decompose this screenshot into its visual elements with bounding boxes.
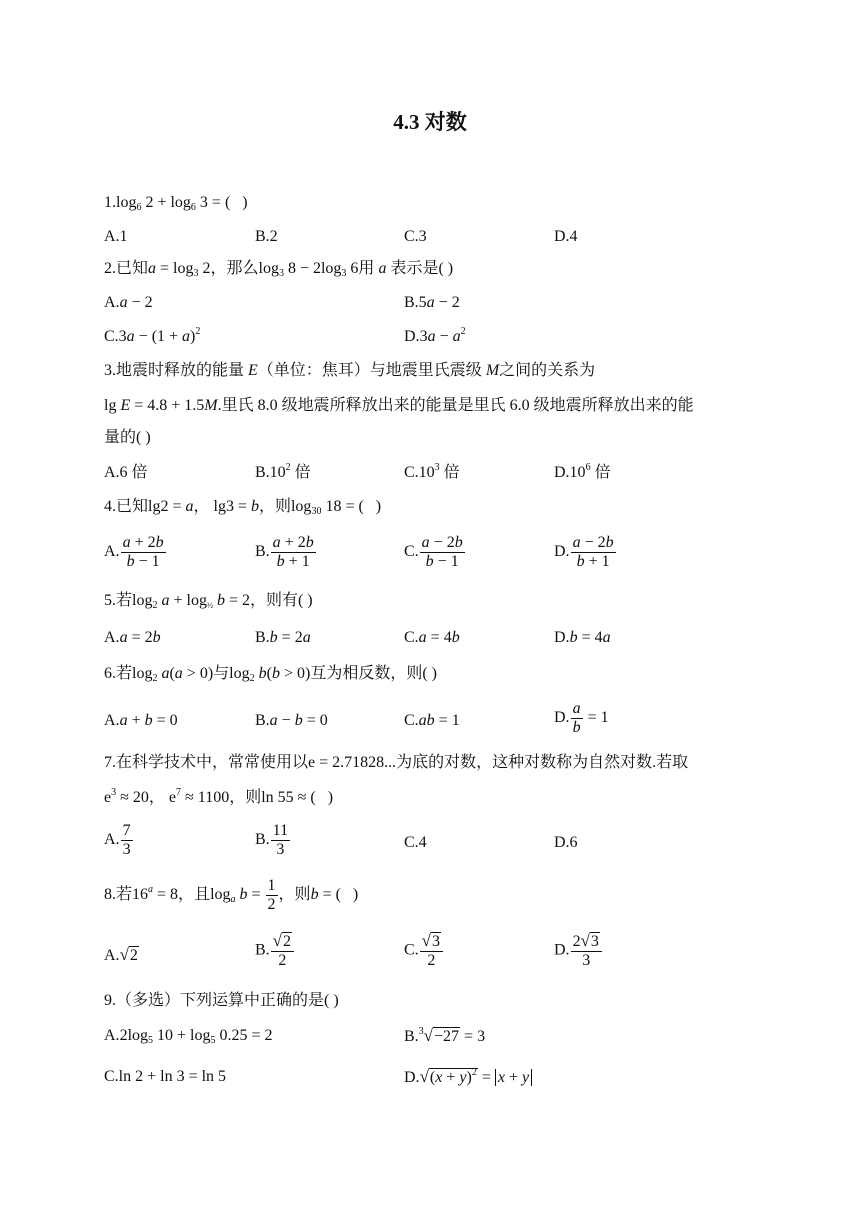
q8-option-b[interactable]: B. $\frac{√2}{2}$ [255,932,295,970]
q8-option-d[interactable]: D. $\frac{2√3}{3}$ [554,932,603,970]
q4-option-b[interactable]: B. $\frac{a + 2b}{b + 1}$ [255,534,314,570]
q3-option-b[interactable]: $B.10^2$ 倍 [255,462,311,481]
page-title: 4.3 对数 [393,110,467,134]
q9-option-b[interactable]: B.$^3$√−27 = 3 [404,1026,486,1045]
q6-option-c[interactable]: C.ab = 1 [404,712,460,729]
question-8: 8.若$16^a = 8$，且$\log_a b$ = $\frac{1}{2}$ ，则b = ( ) [104,877,359,913]
q8-option-c[interactable]: C. $\frac{√3}{2}$ [404,932,444,970]
q6-option-a[interactable]: A.a + b = 0 [104,712,178,729]
q9-option-d[interactable]: $D.√(x + y)^2 = x + y$ [404,1066,532,1089]
question-6: 6.若$\log_2 a(a > 0)$与$\log_2 b(b > 0)$互为相反数，则( ) [104,665,437,684]
q2-option-c[interactable]: $C.3a - (1 + a)^2$ [104,326,201,345]
q5-option-d[interactable]: D.b = 4a [554,629,611,646]
q2-option-a[interactable]: A.a − 2 [104,294,153,311]
q4-option-d[interactable]: D. $\frac{a - 2b}{b + 1}$ [554,534,614,570]
q5-option-b[interactable]: B.b = 2a [255,629,311,646]
question-3: 3.地震时释放的能量 E（单位：焦耳）与地震里氏震级 M之间的关系为 [104,362,596,379]
question-1: $1.\log_6$ $2 + \log_6 3$ = ( ) [104,194,248,213]
question-9: 9.（多选）下列运算中正确的是( ) [104,992,339,1009]
q5-option-a[interactable]: A.a = 2b [104,629,161,646]
q4-option-c[interactable]: C. $\frac{a - 2b}{b - 1}$ [404,534,463,570]
q7-option-b[interactable]: B. $\frac{11}{3}$ [255,822,289,858]
q9-option-c[interactable]: C.ln 2 + ln 3 = ln 5 [104,1068,227,1085]
question-number: 1. [104,194,116,211]
question-3-formula: lg E = 4.8 + 1.5M.里氏 8.0 级地震所释放出来的能量是里氏 6.0 级地震所释放出来的能 [104,397,694,414]
question-4: 4.已知lg2 = a， lg3 = b，则$\log_{30} 18$ = ( ) [104,498,382,517]
q3-option-c[interactable]: $C.10^3$ 倍 [404,462,460,481]
q9-option-a[interactable]: $A.2\log_5$ $10 + \log_5 0.25 = 2$ [104,1027,273,1046]
q7-option-c[interactable]: C.4 [404,834,427,851]
question-7: 7.在科学技术中，常常使用以e = 2.71828...为底的对数，这种对数称为自然对数.若取 [104,754,689,771]
question-5: 5.若$\log_2 a + \log_{\frac{1}{2}} b = 2$，则有( ) [104,592,313,611]
q6-option-d[interactable]: D. $\frac{a}{b}$ = 1 [554,700,609,736]
q8-option-a[interactable]: A.√2 [104,945,138,964]
question-2: 2.已知$a = \log_3 2$，那么$\log_3 8 - 2\log_3$ 6用 a 表示是( ) [104,260,454,279]
q7-option-a[interactable]: A. $\frac{7}{3}$ [104,822,131,858]
q1-option-b[interactable]: B.2 [255,228,278,245]
q4-option-a[interactable]: A. $\frac{a + 2b}{b - 1}$ [104,534,164,570]
q5-option-c[interactable]: C.a = 4b [404,629,460,646]
q3-option-d[interactable]: $D.10^6$ 倍 [554,462,611,481]
q3-option-a[interactable]: A.6 倍 [104,464,148,481]
q7-option-d[interactable]: D.6 [554,834,578,851]
q2-option-d[interactable]: $D.3a - a^2$ [404,326,466,345]
q1-option-c[interactable]: C.3 [404,228,427,245]
q6-option-b[interactable]: B.a − b = 0 [255,712,328,729]
question-7-line-2: $e^3 \approx 20$， $e^7 \approx 1100$，则ln 55 ≈ ( ) [104,787,334,806]
question-3-end: 量的( ) [104,429,151,446]
q1-option-a[interactable]: A.1 [104,228,128,245]
q2-option-b[interactable]: B.5a − 2 [404,294,460,311]
q1-option-d[interactable]: D.4 [554,228,578,245]
